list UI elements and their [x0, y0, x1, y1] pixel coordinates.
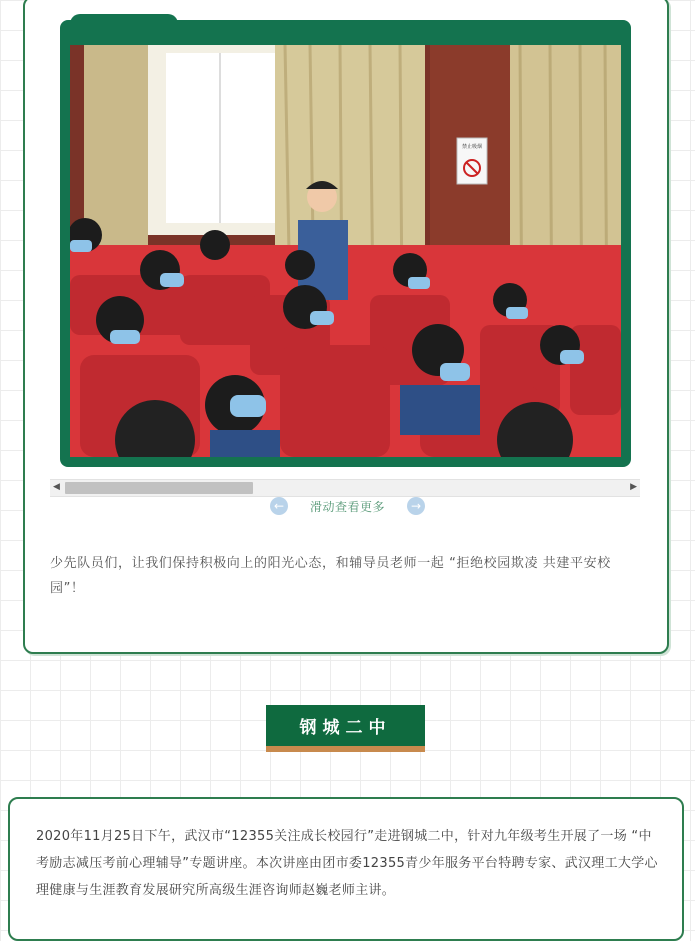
scroll-right-arrow-icon[interactable]: ▶: [630, 482, 637, 492]
body-paragraph: 少先队员们，让我们保持积极向上的阳光心态，和辅导员老师一起 “拒绝校园欺凌 共建平安校园”！: [50, 556, 611, 596]
scrollbar-thumb[interactable]: [65, 482, 253, 494]
section-title-block: [266, 705, 425, 752]
swipe-hint: [0, 496, 695, 516]
classroom-photo-illustration: [70, 45, 621, 457]
gallery-scrollbar[interactable]: [50, 479, 640, 497]
section-title: 钢城二中: [299, 718, 392, 738]
no-smoking-sign-text: 禁止吸烟: [461, 144, 483, 150]
scroll-left-arrow-icon[interactable]: ◀: [53, 482, 60, 492]
arrow-right-circle-icon[interactable]: →: [407, 497, 425, 515]
gallery-photo[interactable]: [70, 45, 621, 457]
section-paragraph: 2020年11月25日下午，武汉市“12355关注成长校园行”走进钢城二中，针对九年级考生开展了一场 “中考励志减压考前心理辅导”专题讲座。本次讲座由团市委12355青少年服务平台特聘专家、武汉理工大学心理健康与生涯教育发展研究所高级生涯咨询师赵巍老师主讲。: [36, 829, 658, 898]
swipe-hint-text: 滑动查看更多: [309, 499, 385, 514]
arrow-left-circle-icon[interactable]: ←: [270, 497, 288, 515]
